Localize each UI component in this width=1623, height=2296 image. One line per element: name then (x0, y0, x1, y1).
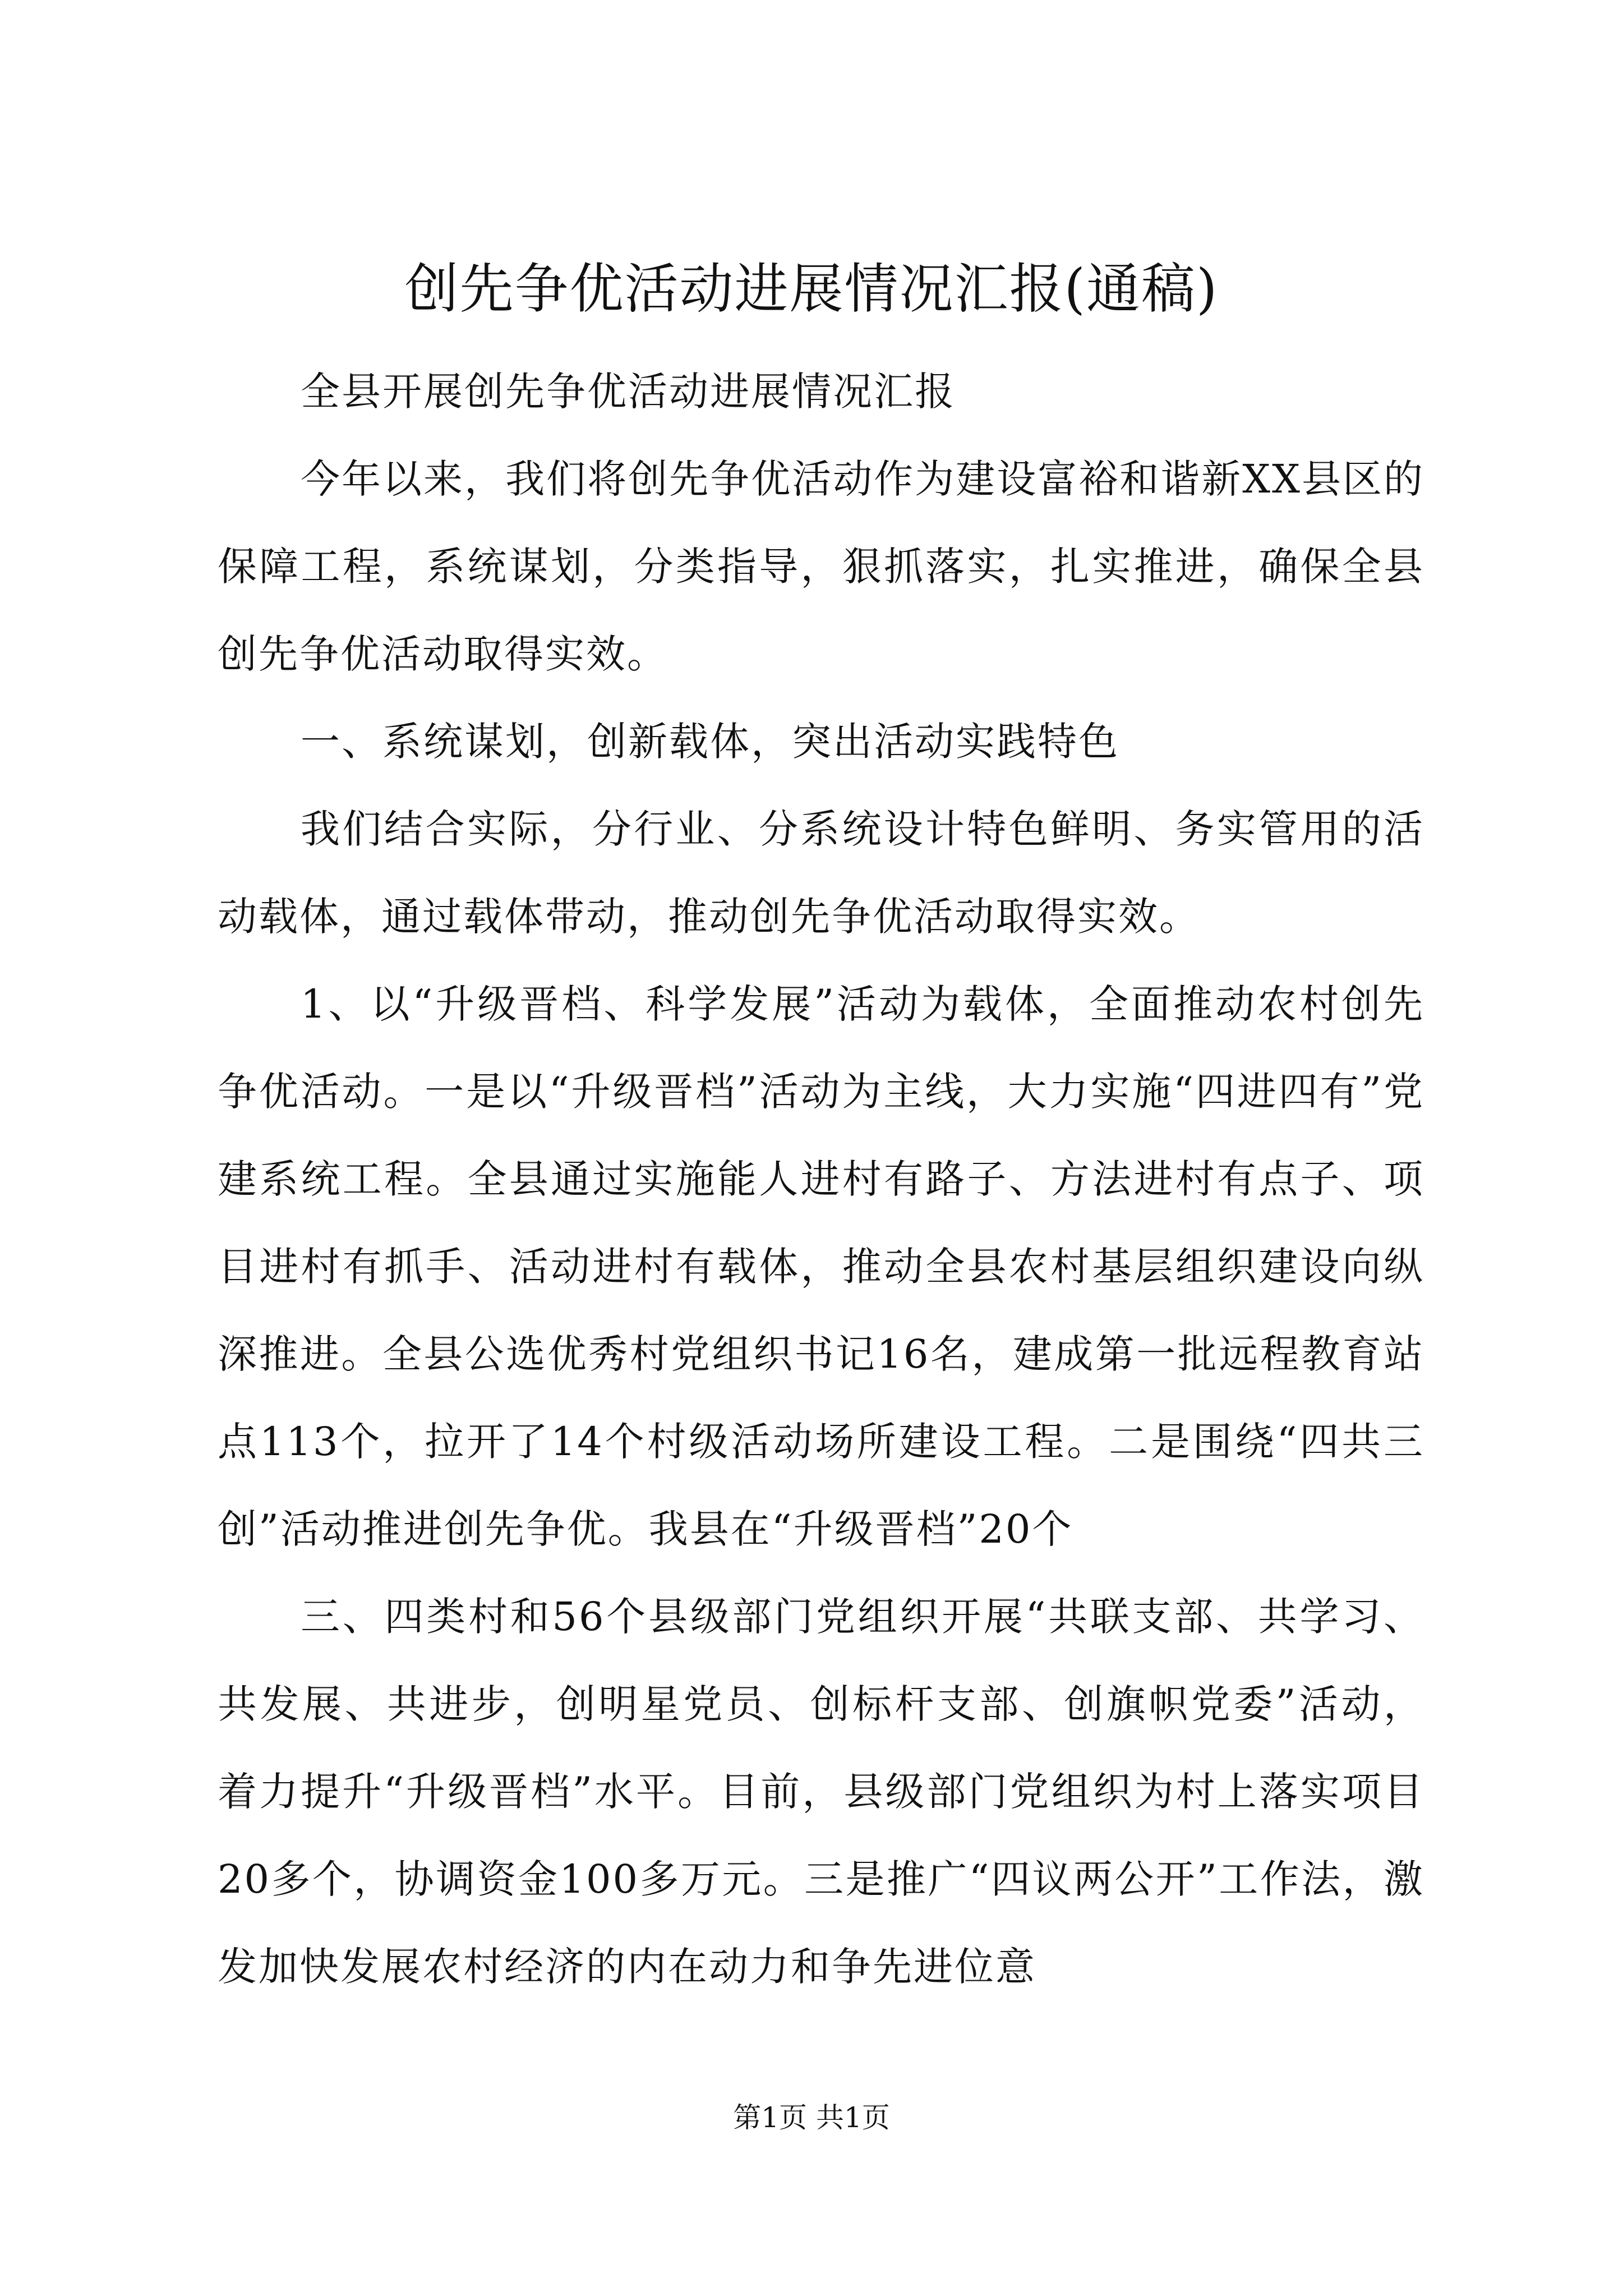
paragraph: 三、四类村和56个县级部门党组织开展“共联支部、共学习、共发展、共进步，创明星党员、创标杆支部、创旗帜党委”活动，着力提升“升级晋档”水平。目前，县级部门党组织为村上落实项目20多个，协调资金100多万元。三是推广“四议两公开”工作法，激发加快发展农村经济的内在动力和争先进位意 (218, 1594, 1424, 1990)
paragraph-heading: 全县开展创先争优活动进展情况汇报 (301, 369, 956, 415)
paragraph: 我们结合实际，分行业、分系统设计特色鲜明、务实管用的活动载体，通过载体带动，推动创先争优活动取得实效。 (218, 806, 1424, 940)
section-heading: 一、系统谋划，创新载体，突出活动实践特色 (301, 719, 1119, 765)
paragraph: 1、以“升级晋档、科学发展”活动为载体，全面推动农村创先争优活动。一是以“升级晋档”活动为主线，大力实施“四进四有”党建系统工程。全县通过实施能人进村有路子、方法进村有点子、项目进村有抓手、活动进村有载体，推动全县农村基层组织建设向纵深推进。全县公选优秀村党组织书记16名，建成第一批远程教育站点113个，拉开了14个村级活动场所建设工程。二是围绕“四共三创”活动推进创先争优。我县在“升级晋档”20个 (218, 981, 1424, 1552)
page-footer: 第1页 共1页 (733, 2101, 890, 2134)
paragraph: 今年以来，我们将创先争优活动作为建设富裕和谐新XX县区的保障工程，系统谋划，分类指导，狠抓落实，扎实推进，确保全县创先争优活动取得实效。 (218, 456, 1424, 677)
document-title: 创先争优活动进展情况汇报(通稿) (404, 257, 1219, 320)
document-body (218, 348, 1424, 2010)
